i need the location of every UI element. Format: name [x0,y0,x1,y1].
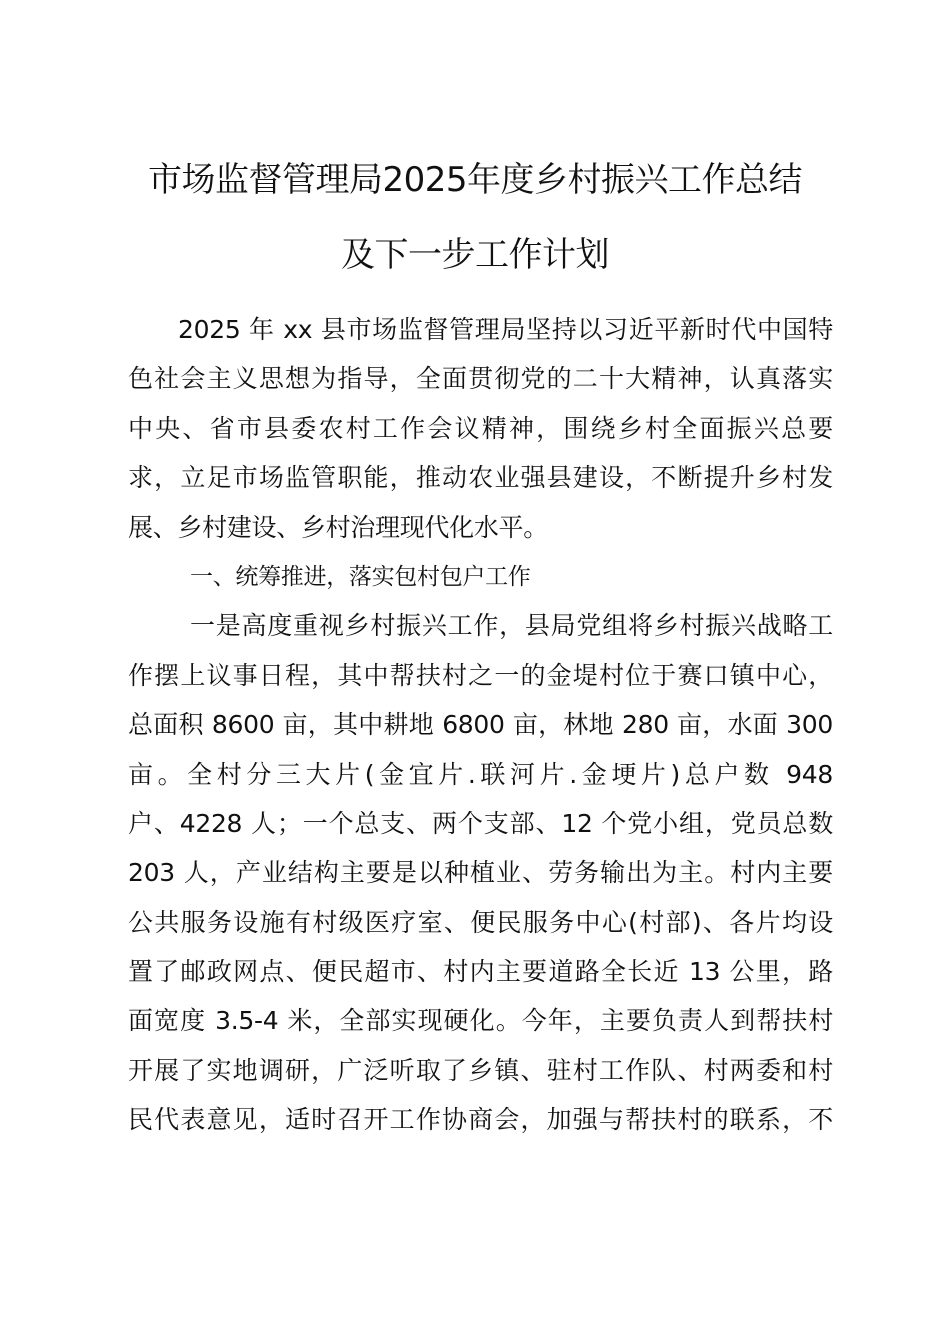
paragraph-line: 中央、省市县委农村工作会议精神，围绕乡村全面振兴总要 [128,413,833,443]
paragraph-line: 亩。全村分三大片(金宜片.联河片.金埂片)总户数 948 [128,759,833,789]
paragraph-line: 203 人，产业结构主要是以种植业、劳务输出为主。村内主要 [128,858,833,888]
paragraph-line: 色社会主义思想为指导，全面贯彻党的二十大精神，认真落实 [128,364,833,394]
paragraph-line: 置了邮政网点、便民超市、村内主要道路全长近 13 公里，路 [128,957,833,987]
paragraph-line: 面宽度 3.5-4 米，全部实现硬化。今年，主要负责人到帮扶村 [128,1006,833,1036]
paragraph-line: 民代表意见，适时召开工作协商会，加强与帮扶村的联系，不 [128,1105,833,1135]
paragraph-line: 一是高度重视乡村振兴工作，县局党组将乡村振兴战略工 [190,611,833,641]
paragraph-line: 总面积 8600 亩，其中耕地 6800 亩，林地 280 亩，水面 300 [128,710,833,740]
section-heading: 一、统筹推进，落实包村包户工作 [190,563,531,590]
section-paragraph [128,606,833,1149]
paragraph-line: 作摆上议事日程，其中帮扶村之一的金堤村位于赛口镇中心， [128,660,833,690]
paragraph-line: 展、乡村建设、乡村治理现代化水平。 [128,512,548,542]
paragraph-line: 公共服务设施有村级医疗室、便民服务中心(村部)、各片均设 [128,907,833,937]
document-title-line-1: 市场监督管理局2025年度乡村振兴工作总结 [147,160,803,200]
document-body [128,310,833,1150]
paragraph-line: 求，立足市场监管职能，推动农业强县建设，不断提升乡村发 [128,463,833,493]
paragraph-line: 2025 年 xx 县市场监督管理局坚持以习近平新时代中国特 [178,315,833,344]
paragraph-line: 户、4228 人；一个总支、两个支部、12 个党小组，党员总数 [128,808,833,838]
paragraph-line: 开展了实地调研，广泛听取了乡镇、驻村工作队、村两委和村 [128,1055,833,1085]
intro-paragraph [128,310,833,557]
document-title-line-2: 及下一步工作计划 [341,235,609,275]
